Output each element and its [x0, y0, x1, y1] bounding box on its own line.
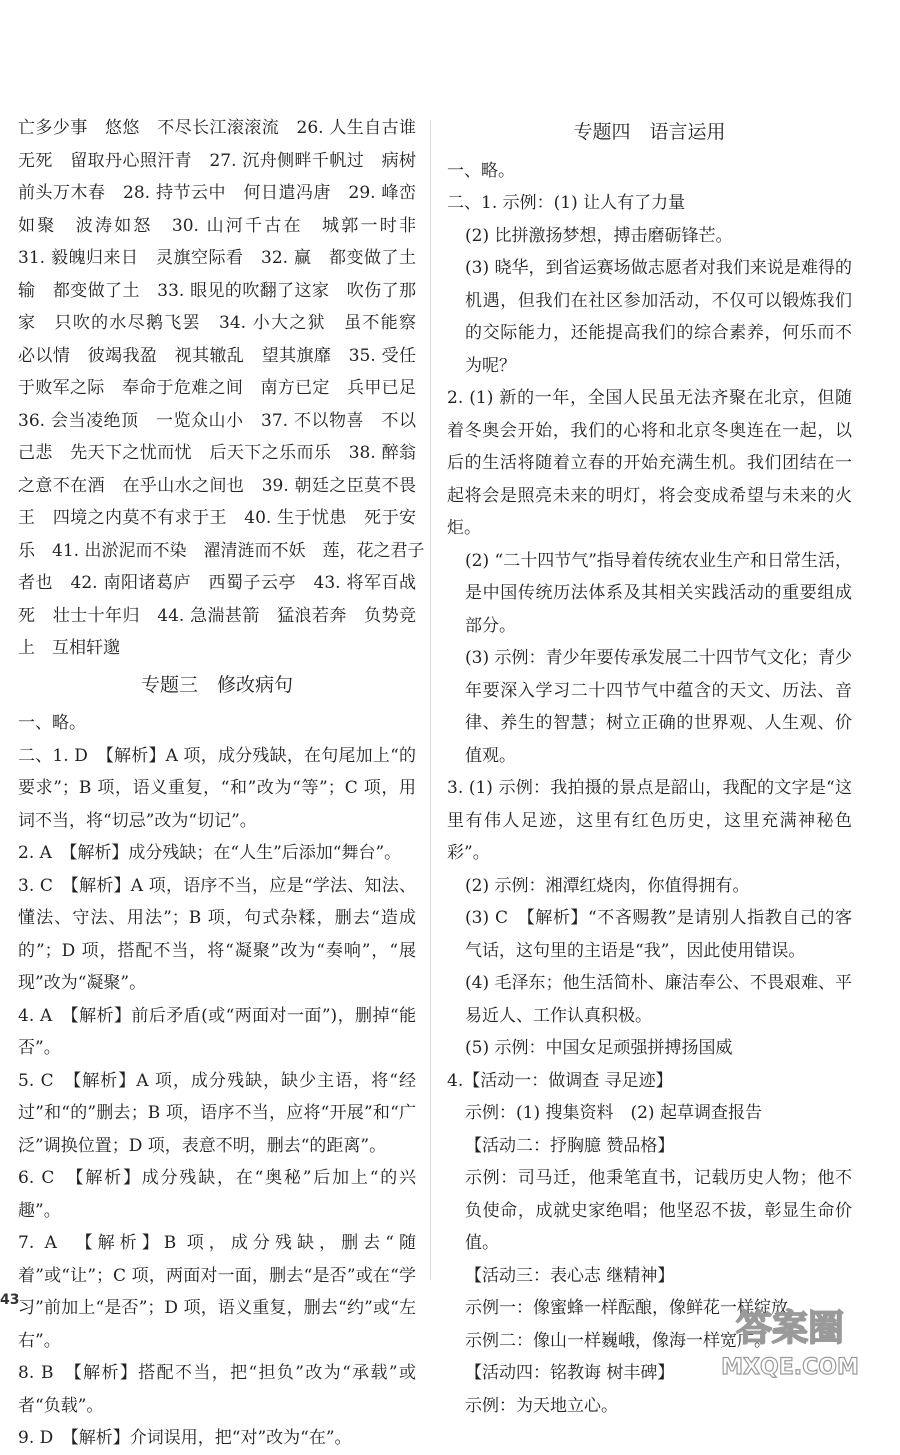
poem-line: 输 都变做了土 33. 眼见的吹翻了这家 吹伤了那: [18, 280, 416, 301]
poem-line: 王 四境之内莫不有求于王 40. 生于忧患 死于安: [18, 508, 416, 528]
section4-item: 一、略。: [447, 160, 515, 181]
section3-answer: 9. D 【解析】介词误用，把“对”改为“在”。: [18, 1428, 352, 1448]
poem-line: 前头万木春 28. 持节云中 何日遣冯唐 29. 峰峦: [18, 183, 416, 203]
watermark-url: MXQE.COM: [721, 1355, 859, 1380]
watermark-text: 答案圈: [735, 1308, 845, 1349]
poem-line: 于败军之际 奉命于危难之间 南方已定 兵甲已足: [18, 378, 416, 398]
section3-answer: 8. B 【解析】搭配不当，把“担负”改为“承载”或者“负载”。: [18, 1363, 416, 1416]
section3-answer: 4. A 【解析】前后矛盾(或“两面对一面”)，删掉“能否”。: [18, 1005, 416, 1058]
poem-line: 无死 留取丹心照汗青 27. 沉舟侧畔千帆过 病树: [18, 150, 416, 171]
poem-line: 乐 41. 出淤泥而不染 濯清涟而不妖 莲，花之君子: [18, 540, 425, 561]
poem-line: 36. 会当凌绝顶 一览众山小 37. 不以物喜 不以: [18, 410, 416, 431]
watermark-logo: [690, 1296, 890, 1380]
q1-answer: (3) 晓华，到省运赛场做志愿者对我们来说是难得的机遇，但我们在社区参加活动，不仅可以锻炼我们的交际能力，还能提高我们的综合素养，何乐而不为呢？: [465, 258, 852, 376]
q3-answer: (5) 示例：中国女足顽强拼搏扬国威: [465, 1038, 733, 1058]
q4-answer: 【活动二：抒胸臆 赞品格】: [465, 1135, 675, 1156]
section3-answer: 7. A 【解析】B 项，成分残缺，删去“随着”或“让”；C 项，两面对一面，删去“是否”或在“学习”前加上“是否”；D 项，语义重复，删去“约”或“左右”。: [18, 1233, 416, 1351]
section3-item: 一、略。: [18, 713, 86, 733]
q4-answer: 示例一：像蜜蜂一样酝酿，像鲜花一样绽放。: [465, 1298, 805, 1318]
page-number: 43: [0, 1292, 20, 1308]
poem-line: 之意不在酒 在乎山水之间也 39. 朝廷之臣莫不畏: [18, 475, 416, 496]
section3-answer: 6. C 【解析】成分残缺，在“奥秘”后加上“的兴趣”。: [18, 1168, 416, 1221]
section3-answer: 3. C 【解析】A 项，语序不当，应是“学法、知法、懂法、守法、用法”；B 项，句式杂糅，删去“造成的”；D 项，搭配不当，将“凝聚”改为“奏响”，“展现”改为“凝聚”。: [18, 875, 416, 993]
q4-answer: 【活动三：表心志 继精神】: [465, 1265, 675, 1286]
q3-answer: (2) 示例：湘潭红烧肉，你值得拥有。: [465, 875, 750, 896]
poem-line: 己悲 先天下之忧而忧 后天下之乐而乐 38. 醉翁: [18, 443, 416, 463]
section-title-4: 专题四 语言运用: [573, 121, 726, 143]
q2-answer: (3) 示例：青少年要传承发展二十四节气文化；青少年要深入学习二十四节气中蕴含的天文、历法、音律、养生的智慧；树立正确的世界观、人生观、价值观。: [465, 648, 852, 766]
section3-answer: 二、1. D 【解析】A 项，成分残缺，在句尾加上“的要求”；B 项，语义重复，“和”改为“等”；C 项，用词不当，将“切忌”改为“切记”。: [18, 745, 416, 831]
q3-answer: 3. (1) 示例：我拍摄的景点是韶山，我配的文字是“这里有伟人足迹，这里有红色历史，这里充满神秘色彩”。: [447, 778, 852, 863]
column-divider: [430, 120, 431, 1280]
q1-answer: 二、1. 示例：(1) 让人有了力量: [447, 193, 686, 213]
q4-answer: 示例：司马迁，他秉笔直书，记载历史人物；他不负使命，成就史家绝唱；他坚忍不拔，彰显生命价值。: [465, 1168, 852, 1253]
q4-answer: 4.【活动一：做调查 寻足迹】: [447, 1070, 673, 1091]
q3-answer: (4) 毛泽东；他生活简朴、廉洁奉公、不畏艰难、平易近人、工作认真积极。: [465, 973, 852, 1026]
poem-line: 31. 毅魄归来日 灵旗空际看 32. 赢 都变做了土: [18, 248, 416, 268]
poem-line: 家 只吹的水尽鹅飞罢 34. 小大之狱 虽不能察: [18, 313, 416, 333]
right-column: [447, 112, 852, 1422]
poem-line: 上 互相轩邈: [18, 638, 120, 658]
q4-answer: 示例：为天地立心。: [465, 1395, 618, 1416]
section3-answer: 5. C 【解析】A 项，成分残缺，缺少主语，将“经过”和“的”删去；B 项，语序不当，应将“开展”和“广泛”调换位置；D 项，表意不明，删去“的距离”。: [18, 1070, 416, 1156]
section3-answer: 2. A 【解析】成分残缺；在“人生”后添加“舞台”。: [18, 843, 402, 863]
q4-answer: 示例：(1) 搜集资料 (2) 起草调查报告: [465, 1103, 762, 1123]
q2-answer: 2. (1) 新的一年，全国人民虽无法齐聚在北京，但随着冬奥会开始，我们的心将和北京冬奥连在一起，以后的生活将随着立春的开始充满生机。我们团结在一起将会是照亮未来的明灯，将会变成希望与未来的火炬。: [447, 388, 852, 538]
q1-answer: (2) 比拼激扬梦想，搏击磨砺锋芒。: [465, 225, 733, 246]
poem-line: 者也 42. 南阳诸葛庐 西蜀子云亭 43. 将军百战: [18, 573, 416, 593]
poem-line: 亡多少事 悠悠 不尽长江滚滚流 26. 人生自古谁: [18, 118, 416, 138]
poem-line: 死 壮士十年归 44. 急湍甚箭 猛浪若奔 负势竞: [18, 605, 416, 626]
q4-answer: 【活动四：铭教诲 树丰碑】: [465, 1363, 675, 1383]
q2-answer: (2) “二十四节气”指导着传统农业生产和日常生活，是中国传统历法体系及其相关实践活动的重要组成部分。: [465, 550, 852, 636]
poem-line: 如聚 波涛如怒 30. 山河千古在 城郭一时非: [18, 215, 416, 236]
q4-answer: 示例二：像山一样巍峨，像海一样宽广。: [465, 1330, 771, 1351]
poem-line: 必以情 彼竭我盈 视其辙乱 望其旗靡 35. 受任: [18, 345, 416, 366]
section-title-3: 专题三 修改病句: [140, 673, 293, 696]
q3-answer: (3) C 【解析】“不吝赐教”是请别人指教自己的客气话，这句里的主语是“我”，因此使用错误。: [465, 908, 852, 961]
left-column: [18, 112, 425, 1455]
